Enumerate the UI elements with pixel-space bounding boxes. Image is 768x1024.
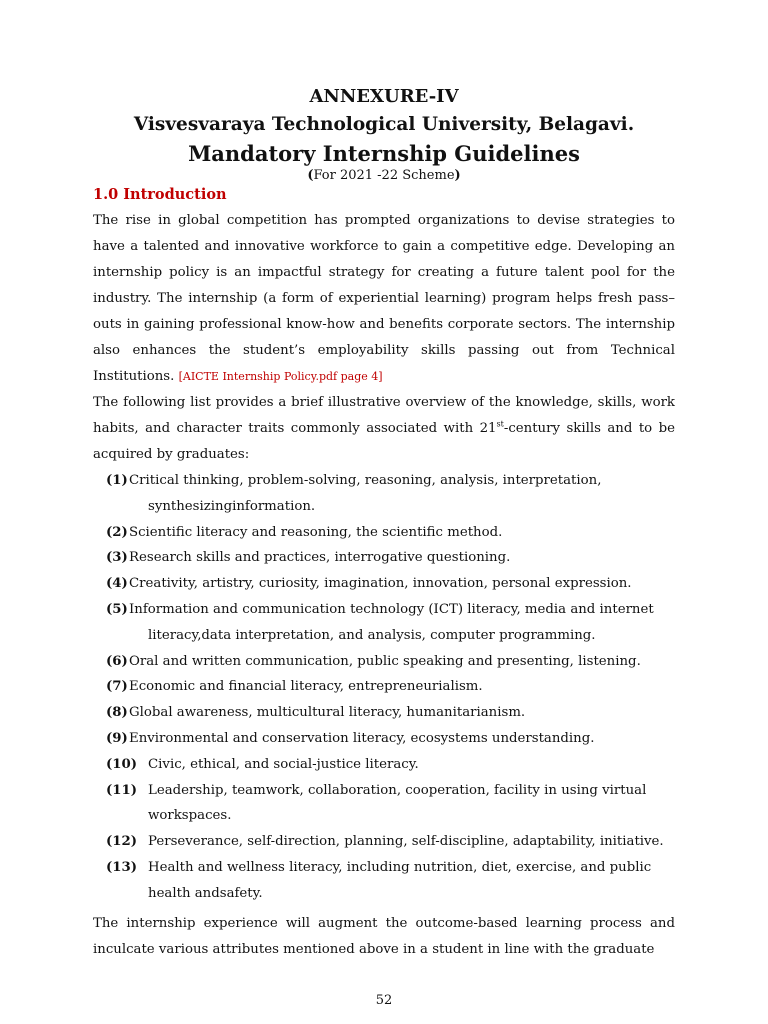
list-item-text: Economic and financial literacy, entrepreneurialism.: [129, 679, 483, 695]
list-item-number: (13): [106, 859, 138, 875]
scheme-open-paren: (: [307, 168, 314, 183]
list-item: [106, 855, 676, 881]
list-item-text: Research skills and practices, interrogative questioning.: [129, 550, 511, 566]
list-item-number: (9): [106, 730, 128, 746]
list-item-continuation: health andsafety.: [148, 885, 263, 901]
list-item-number: (6): [106, 653, 128, 669]
list-item-number: (2): [106, 524, 128, 540]
intro-text: The rise in global competition has prompted organizations to devise strategies to have a talented and innovative workforce to gain a competitive edge. Developing an internship policy is an impactful strategy for creating a future talent pool for the industry. The internship (a form of experiential learning) program helps fresh pass–outs in gaining professional know-how and benefits corporate sectors. The internship also enhances the student’s employability skills passing out from Technical Institutions.: [93, 213, 675, 384]
list-item: [106, 468, 676, 494]
list-intro-paragraph: [93, 390, 675, 468]
list-item-continuation: workspaces.: [148, 808, 232, 824]
annexure-heading: ANNEXURE-IV: [309, 86, 459, 107]
list-item: [106, 571, 676, 597]
list-item: [106, 545, 676, 571]
closing-paragraph: The internship experience will augment the outcome-based learning process and inculcate various attributes mentioned above in a student in line with the graduate: [93, 916, 675, 957]
list-item-text: Health and wellness literacy, including nutrition, diet, exercise, and public: [148, 859, 652, 875]
list-intro-part2: -century skills and to be acquired by graduates:: [93, 421, 675, 462]
page-title: Mandatory Internship Guidelines: [188, 141, 580, 166]
list-item-number: (11): [106, 782, 138, 798]
list-item-text: Leadership, teamwork, collaboration, cooperation, facility in using virtual: [148, 782, 647, 798]
list-item-text: Scientific literacy and reasoning, the scientific method.: [129, 524, 503, 540]
scheme-close-paren: ): [454, 168, 461, 183]
superscript-st: st: [496, 419, 504, 429]
list-item: [106, 520, 676, 546]
list-item-continuation: literacy,data interpretation, and analysis, computer programming.: [148, 627, 596, 643]
list-item-number: (12): [106, 834, 138, 850]
list-item-number: (5): [106, 601, 128, 617]
list-item-number: (8): [106, 705, 128, 721]
list-item-number: (10): [106, 756, 138, 772]
list-item-text: Global awareness, multicultural literacy, humanitarianism.: [129, 705, 526, 721]
intro-paragraph: [93, 208, 675, 390]
list-item-number: (7): [106, 679, 128, 695]
page-number: 52: [375, 993, 393, 1008]
list-item-number: (3): [106, 550, 128, 566]
list-item-text: Environmental and conservation literacy, ecosystems understanding.: [129, 730, 595, 746]
list-item: [106, 829, 676, 855]
list-item-number: (1): [106, 473, 128, 488]
list-item: [106, 700, 676, 726]
list-item-text: Perseverance, self-direction, planning, self-discipline, adaptability, initiative.: [148, 834, 664, 850]
skills-list: [106, 468, 676, 907]
section-heading-introduction: 1.0 Introduction: [93, 186, 227, 203]
list-item-continuation: synthesizinginformation.: [148, 498, 316, 514]
list-item: [106, 778, 676, 804]
scheme-text: For 2021 -22 Scheme: [313, 168, 455, 183]
list-item-number: (4): [106, 576, 128, 592]
list-item-text: Creativity, artistry, curiosity, imagination, innovation, personal expression.: [129, 576, 632, 592]
list-item: [106, 752, 676, 778]
list-item-text: Information and communication technology (ICT) literacy, media and internet: [129, 601, 654, 617]
reference-citation: [AICTE Internship Policy.pdf page 4]: [178, 370, 383, 383]
scheme-label: [0, 168, 768, 183]
list-item: [106, 674, 676, 700]
list-item: [106, 649, 676, 675]
list-item-text: Oral and written communication, public speaking and presenting, listening.: [129, 653, 641, 669]
list-item-text: Civic, ethical, and social-justice literacy.: [148, 756, 419, 772]
list-item: [106, 726, 676, 752]
university-name: Visvesvaraya Technological University, Belagavi.: [133, 114, 635, 135]
list-item: [106, 597, 676, 623]
list-intro-part1: The following list provides a brief illustrative overview of the knowledge, skills, work habits, and character traits commonly associated with 21: [93, 395, 675, 436]
list-item-text: Critical thinking, problem-solving, reasoning, analysis, interpretation,: [129, 473, 602, 488]
